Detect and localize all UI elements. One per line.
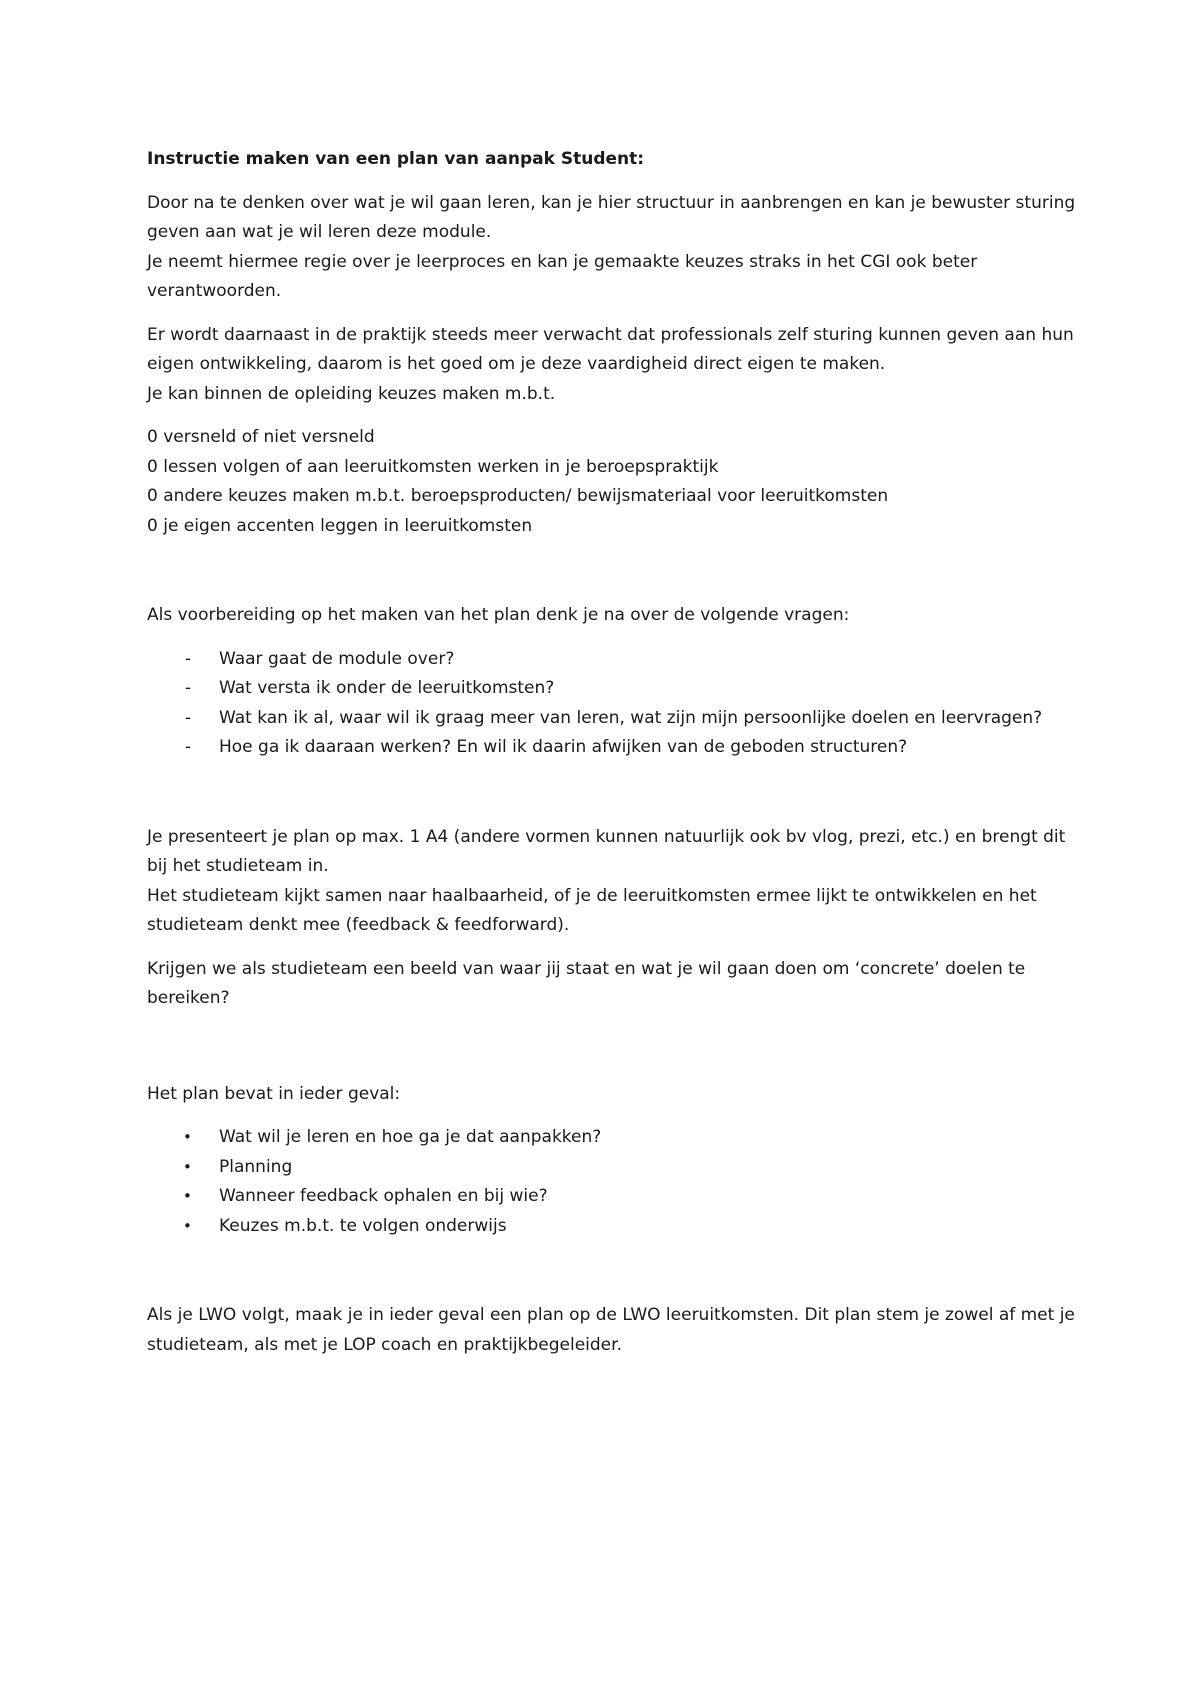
choice-item: 0 je eigen accenten leggen in leeruitkomsten [147,515,533,536]
intro-paragraph-1 [147,189,1077,307]
spacer [147,1241,1077,1301]
preparation-intro: Als voorbereiding op het maken van het plan denk je na over de volgende vragen: [147,605,850,625]
plan-items-list [147,1123,1077,1241]
question-paragraph: Krijgen we als studieteam een beeld van waar jij staat en wat je wil gaan doen om ‘concrete’ doelen te bereiken? [147,958,1026,1008]
question-item [147,733,1077,763]
intro-paragraph-2 [147,321,1077,410]
dash-marker: - [185,678,192,698]
intro-paragraph-2-line-1: Er wordt daarnaast in de praktijk steeds meer verwacht dat professionals zelf sturing kunnen geven aan hun eigen ontwikkeling, daarom is het goed om je deze vaardigheid direct eigen te maken. [147,324,1074,374]
plan-intro: Het plan bevat in ieder geval: [147,1083,401,1104]
spacer [147,541,1077,601]
question-item [147,674,1077,704]
plan-item-text: Planning [219,1156,293,1177]
bullet-icon: • [183,1216,192,1235]
choices-list [147,423,1077,541]
spacer [147,1028,1077,1080]
document-title: Instructie maken van een plan van aanpak Student: [147,149,645,169]
plan-item-text: Wanneer feedback ophalen en bij wie? [219,1186,548,1206]
question-item [147,645,1077,675]
question-item [147,704,1077,734]
intro-paragraph-2-line-2: Je kan binnen de opleiding keuzes maken m.b.t. [147,383,556,404]
question-text: Wat versta ik onder de leeruitkomsten? [219,678,555,698]
dash-marker: - [185,648,192,669]
spacer [147,763,1077,823]
document-body [147,145,1077,1374]
question-text: Waar gaat de module over? [219,648,455,669]
plan-item [147,1182,1077,1212]
choice-item: 0 versneld of niet versneld [147,427,375,447]
lwo-paragraph: Als je LWO volgt, maak je in ieder geval een plan op de LWO leeruitkomsten. Dit plan stem je zowel af met je studieteam, als met je LOP coach en praktijkbegeleider. [147,1305,1075,1355]
presentation-paragraph-line-2: Het studieteam kijkt samen naar haalbaarheid, of je de leeruitkomsten ermee lijkt te ontwikkelen en het studieteam denkt mee (feedback & feedforward). [147,885,1037,935]
bullet-icon: • [183,1157,192,1176]
question-text: Wat kan ik al, waar wil ik graag meer van leren, wat zijn mijn persoonlijke doelen en leervragen? [219,707,1043,728]
intro-paragraph-1-line-2: Je neemt hiermee regie over je leerproces en kan je gemaakte keuzes straks in het CGI ook beter verantwoorden. [147,251,978,301]
plan-item [147,1123,1077,1153]
choice-item: 0 lessen volgen of aan leeruitkomsten werken in je beroepspraktijk [147,456,719,477]
intro-paragraph-1-line-1: Door na te denken over wat je wil gaan leren, kan je hier structuur in aanbrengen en kan je bewuster sturing geven aan wat je wil leren deze module. [147,192,1076,242]
bullet-icon: • [183,1187,192,1205]
plan-item [147,1212,1077,1242]
plan-item-text: Keuzes m.b.t. te volgen onderwijs [219,1215,507,1236]
presentation-paragraph-line-1: Je presenteert je plan op max. 1 A4 (andere vormen kunnen natuurlijk ook bv vlog, prezi, etc.) en brengt dit bij het studieteam in. [147,826,1066,876]
dash-marker: - [185,707,192,728]
bullet-icon: • [183,1128,192,1146]
plan-item-text: Wat wil je leren en hoe ga je dat aanpakken? [219,1127,602,1147]
questions-list [147,645,1077,763]
question-text: Hoe ga ik daaraan werken? En wil ik daarin afwijken van de geboden structuren? [219,737,908,757]
plan-item [147,1153,1077,1183]
dash-marker: - [185,737,192,757]
presentation-paragraph [147,823,1077,941]
choice-item: 0 andere keuzes maken m.b.t. beroepsproducten/ bewijsmateriaal voor leeruitkomsten [147,486,889,506]
